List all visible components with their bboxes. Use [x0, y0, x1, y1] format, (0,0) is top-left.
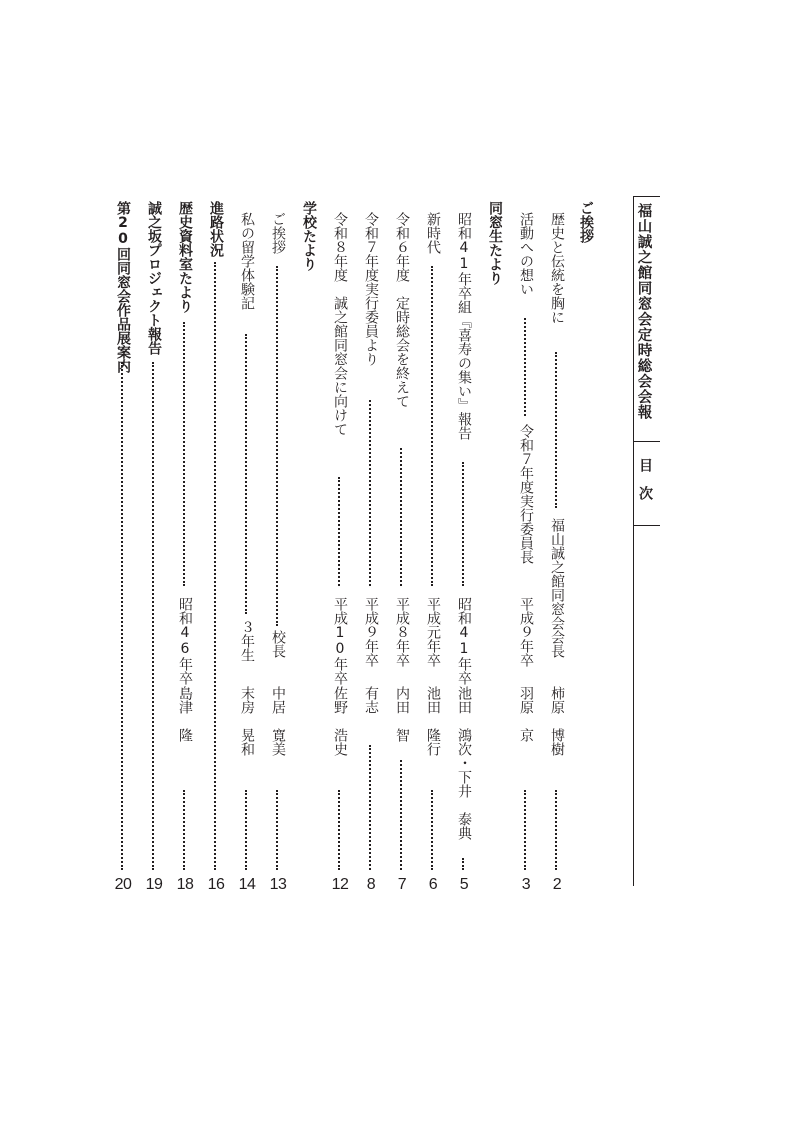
entry-year: 平成９年卒: [363, 597, 379, 667]
page-number: 12: [331, 876, 349, 893]
leader-dots: [121, 362, 123, 870]
entry-year: 平成９年卒: [518, 597, 534, 667]
page-number: 6: [428, 876, 438, 893]
section-heading: 学校たより: [301, 201, 317, 271]
section-heading: ご挨拶: [578, 201, 594, 243]
entry-role: 校長: [270, 630, 286, 658]
page-number: 13: [269, 876, 287, 893]
entry-section-title: 誠之坂プロジェクト報告: [146, 201, 162, 355]
entry-name: 柿原 博樹: [549, 686, 565, 756]
page-number: 18: [176, 876, 194, 893]
entry-section-title: 進路状況: [208, 201, 224, 257]
entry-year: 平成８年卒: [394, 597, 410, 667]
entry-title: 私の留学体験記: [239, 212, 255, 310]
entry-name: 池田 鴻次・下井 泰典: [456, 686, 472, 840]
leader-dots: [462, 858, 464, 870]
leader-dots: [431, 266, 433, 586]
page-number: 16: [207, 876, 225, 893]
header-mid-rule: [633, 441, 660, 442]
leader-dots: [524, 318, 526, 416]
leader-dots: [524, 790, 526, 870]
leader-dots: [462, 462, 464, 586]
entry-affiliation: 福山誠之館同窓会会長: [549, 518, 565, 658]
entry-title: 新時代: [425, 212, 441, 254]
entry-title: 活動への想い: [518, 212, 534, 296]
leader-dots: [555, 352, 557, 508]
page-number: 3: [521, 876, 531, 893]
leader-dots: [369, 400, 371, 586]
section-heading: 同窓生たより: [487, 201, 503, 285]
entry-title: ご挨拶: [270, 212, 286, 254]
leader-dots: [276, 790, 278, 870]
page-number: 2: [552, 876, 562, 893]
page-title: 福山誠之館同窓会定時総会会報: [635, 203, 652, 420]
entry-name: 有志: [363, 686, 379, 714]
entry-title: 令和６年度 定時総会を終えて: [394, 212, 410, 408]
page-number: 7: [397, 876, 407, 893]
entry-name: 池田 隆行: [425, 686, 441, 756]
entry-title: 歴史と伝統を胸に: [549, 212, 565, 324]
entry-section-title: 歴史資料室たより: [177, 201, 193, 313]
leader-dots: [183, 790, 185, 870]
entry-year: 昭和41年卒: [456, 597, 472, 685]
entry-title: 令和８年度 誠之館同窓会に向けて: [332, 212, 348, 436]
entry-year: 昭和46年卒: [177, 597, 193, 685]
page-number: 8: [366, 876, 376, 893]
entry-name: 中居 寛美: [270, 686, 286, 756]
leader-dots: [400, 448, 402, 586]
leader-dots: [152, 362, 154, 870]
entry-name: 末房 晃和: [239, 686, 255, 756]
leader-dots: [183, 322, 185, 586]
entry-name: 佐野 浩史: [332, 686, 348, 756]
page-number: 14: [238, 876, 256, 893]
entry-name: 羽原 京: [518, 686, 534, 742]
page-number: 20: [114, 876, 132, 893]
entry-name: 島津 隆: [177, 686, 193, 742]
header-bottom-rule: [633, 525, 660, 526]
page-number: 19: [145, 876, 163, 893]
page-number: 5: [459, 876, 469, 893]
leader-dots: [400, 760, 402, 870]
header-rule: [633, 196, 634, 886]
leader-dots: [338, 790, 340, 870]
leader-dots: [369, 745, 371, 870]
entry-title: 令和７年度実行委員より: [363, 212, 379, 366]
entry-year: 平成10年卒: [332, 597, 348, 685]
leader-dots: [245, 334, 247, 614]
entry-role: ３年生: [239, 620, 255, 662]
leader-dots: [214, 262, 216, 870]
entry-name: 内田 智: [394, 686, 410, 742]
header-top-rule: [633, 196, 660, 197]
leader-dots: [245, 790, 247, 870]
leader-dots: [431, 790, 433, 870]
entry-affiliation: 令和７年度実行委員長: [518, 424, 534, 564]
entry-title: 昭和41年卒組『喜寿の集い』報告: [456, 212, 472, 440]
entry-section-title: 第20回同窓会作品展案内: [115, 201, 131, 373]
contents-label: 目 次: [637, 458, 653, 500]
leader-dots: [555, 790, 557, 870]
leader-dots: [276, 266, 278, 626]
leader-dots: [338, 477, 340, 586]
entry-year: 平成元年卒: [425, 597, 441, 667]
